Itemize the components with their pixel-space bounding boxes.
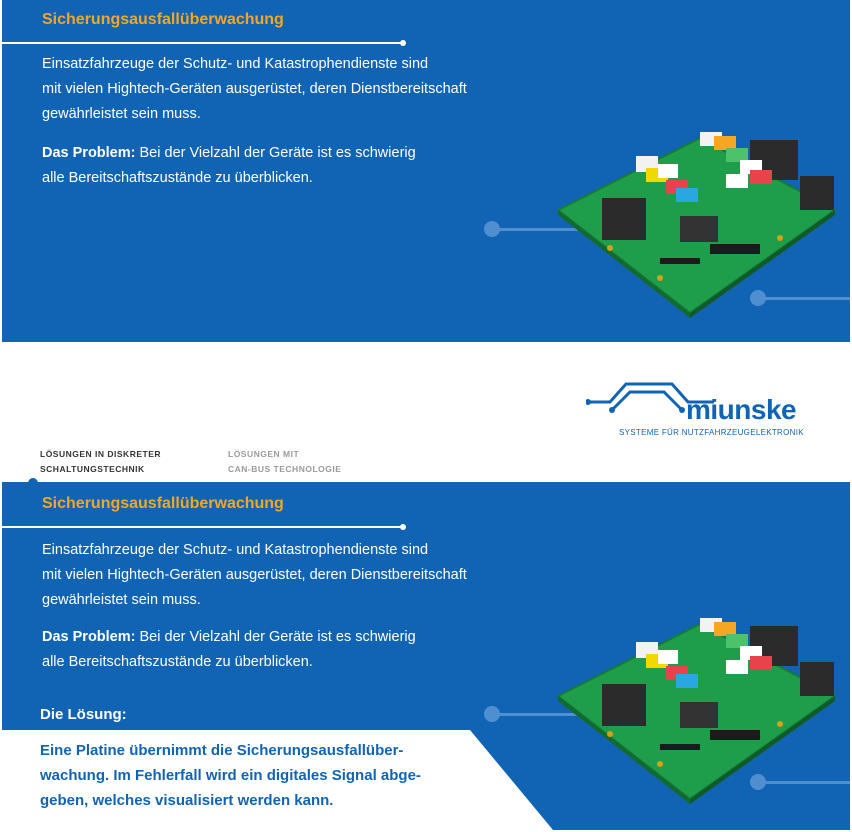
bottom-title-rule-dot <box>400 524 406 530</box>
top-problem-label: Das Problem: <box>42 145 136 161</box>
bottom-problem-text: Das Problem: Bei der Vielzahl der Geräte ist es schwierig alle Bereitschaftszustände zu überblicken. <box>42 629 416 670</box>
bottom-title: Sicherungsausfallüberwachung <box>42 495 284 512</box>
bottom-title-rule <box>2 526 402 528</box>
top-problem-text: Das Problem: Bei der Vielzahl der Geräte ist es schwierig alle Bereitschaftszustände zu überblicken. <box>42 145 416 186</box>
top-intro-text: Einsatzfahrzeuge der Schutz- und Katastrophendienste sind mit vielen Hightech-Geräten ausgerüstet, deren Dienstbereitschaft gewährleistet sein muss. <box>42 56 467 122</box>
top-panel <box>2 0 850 342</box>
solution-text: Eine Platine übernimmt die Sicherungsausfallüber- wachung. Im Fehlerfall wird ein digitales Signal abge- geben, welches visualisiert werden kann. <box>40 742 421 809</box>
top-title-rule-dot <box>400 40 406 46</box>
solution-label: Die Lösung: <box>40 706 127 723</box>
circuit-board-image <box>550 604 840 804</box>
nav-tab-can-bus-technologie[interactable]: LÖSUNGEN MIT CAN-BUS TECHNOLOGIE <box>228 449 342 474</box>
brand-tagline: SYSTEME FÜR NUTZFAHRZEUGELEKTRONIK <box>619 428 804 437</box>
bottom-problem-label: Das Problem: <box>42 629 136 645</box>
bottom-intro-text: Einsatzfahrzeuge der Schutz- und Katastrophendienste sind mit vielen Hightech-Geräten ausgerüstet, deren Dienstbereitschaft gewährleistet sein muss. <box>42 542 467 608</box>
nav-tab-diskrete-schaltungstechnik[interactable]: LÖSUNGEN IN DISKRETER SCHALTUNGSTECHNIK <box>40 449 162 474</box>
top-title: Sicherungsausfallüberwachung <box>42 11 284 28</box>
brand-name: miunske <box>686 394 797 425</box>
circuit-board-image <box>550 118 840 318</box>
top-title-rule <box>2 42 402 44</box>
